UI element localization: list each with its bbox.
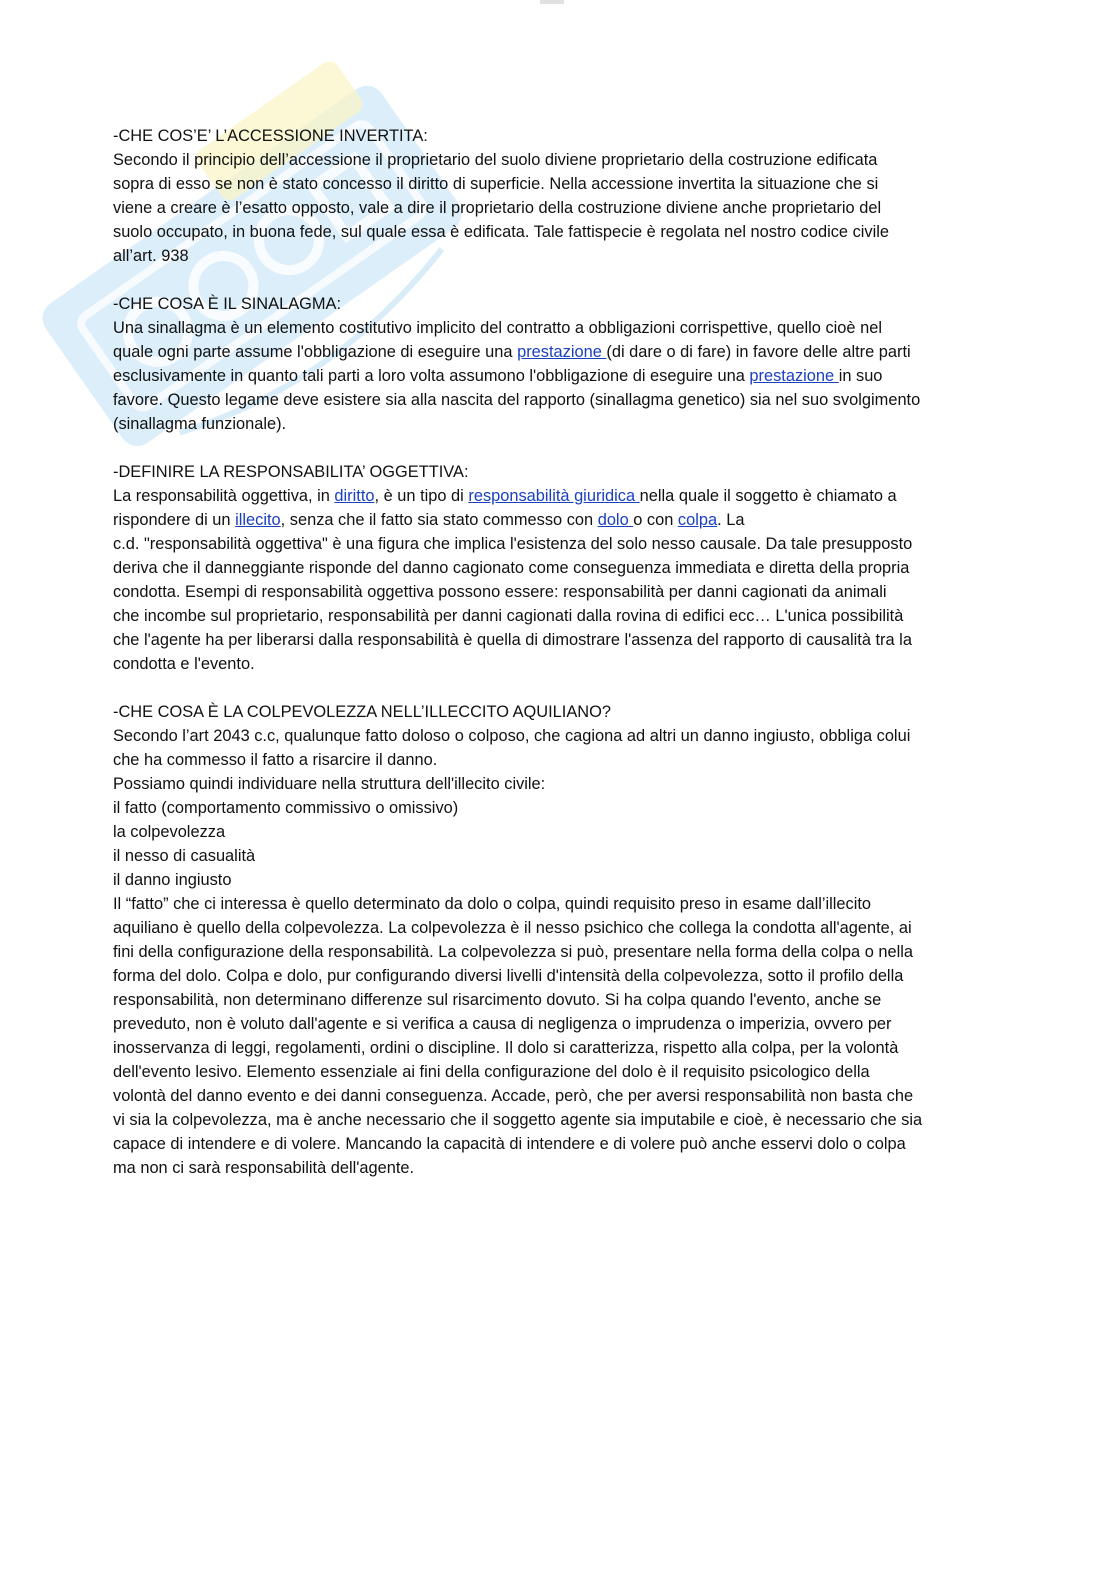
section-heading: -CHE COSA È LA COLPEVOLEZZA NELL’ILLECCITO AQUILIANO? [113, 703, 611, 721]
text-fragment: , senza che il fatto sia stato commesso con [280, 511, 598, 529]
section-accessione-invertita [113, 124, 1003, 268]
text-line: Secondo il principio dell’accessione il proprietario del suolo diviene proprietario della costruzione edificata [113, 151, 878, 169]
link-prestazione[interactable]: prestazione [749, 367, 839, 385]
document-body [113, 124, 1003, 1204]
text-line [113, 364, 1003, 388]
text-fragment: . La [717, 511, 745, 529]
text-line: che incombe sul proprietario, responsabilità per danni cagionati dalla rovina di edifici ecc… L'unica possibilità [113, 607, 904, 625]
text-line: condotta e l'evento. [113, 655, 255, 673]
list-item: la colpevolezza [113, 823, 226, 841]
text-line: volontà del danno evento e dei danni conseguenza. Accade, però, che per aversi responsabilità non basta che [113, 1087, 914, 1105]
text-line: deriva che il danneggiante risponde del danno cagionato come conseguenza immediata e diretta della propria [113, 559, 910, 577]
text-line: ma non ci sarà responsabilità dell'agente. [113, 1159, 415, 1177]
section-heading: -CHE COSA È IL SINALAGMA: [113, 295, 342, 313]
link-prestazione[interactable]: prestazione [517, 343, 607, 361]
text-fragment: nella quale il soggetto è chiamato a [639, 487, 897, 505]
text-line: che ha commesso il fatto a risarcire il danno. [113, 751, 438, 769]
text-line: fini della configurazione della responsabilità. La colpevolezza si può, presentare nella forma della colpa o nella [113, 943, 913, 961]
text-line: sopra di esso se non è stato concesso il diritto di superficie. Nella accessione invertita la situazione che si [113, 175, 879, 193]
text-line: Possiamo quindi individuare nella struttura dell'illecito civile: [113, 775, 546, 793]
list-item: il fatto (comportamento commissivo o omissivo) [113, 799, 459, 817]
text-fragment: , è un tipo di [374, 487, 469, 505]
text-line: suolo occupato, in buona fede, sul quale essa è edificata. Tale fattispecie è regolata nel nostro codice civile [113, 223, 890, 241]
text-line: Secondo l’art 2043 c.c, qualunque fatto doloso o colposo, che cagiona ad altri un danno ingiusto, obbliga colui [113, 727, 911, 745]
text-fragment: quale ogni parte assume l'obbligazione di eseguire una [113, 343, 518, 361]
text-fragment: (di dare o di fare) in favore delle altre parti [606, 343, 911, 361]
text-line: dell'evento lesivo. Elemento essenziale ai fini della configurazione del dolo è il requisito psicologico della [113, 1063, 870, 1081]
text-line: favore. Questo legame deve esistere sia alla nascita del rapporto (sinallagma genetico) sia nel suo svolgimento [113, 391, 921, 409]
text-fragment: in suo [838, 367, 883, 385]
section-sinalagma [113, 292, 1003, 436]
text-line: all’art. 938 [113, 247, 189, 265]
text-fragment: La responsabilità oggettiva, in [113, 487, 335, 505]
link-diritto[interactable]: diritto [334, 487, 375, 505]
text-line: preveduto, non è voluto dall'agente e si verifica a causa di negligenza o imprudenza o imperizia, ovvero per [113, 1015, 892, 1033]
section-responsabilita-oggettiva [113, 460, 1003, 676]
section-heading: -CHE COS’E’ L’ACCESSIONE INVERTITA: [113, 127, 428, 145]
text-fragment: o con [633, 511, 678, 529]
text-line: vi sia la colpevolezza, ma è anche necessario che il soggetto agente sia imputabile e cioè, è necessario che sia [113, 1111, 923, 1129]
text-line: viene a creare è l’esatto opposto, vale a dire il proprietario della costruzione diviene anche proprietario del [113, 199, 882, 217]
link-dolo[interactable]: dolo [597, 511, 634, 529]
text-fragment: esclusivamente in quanto tali parti a loro volta assumono l'obbligazione di eseguire una [113, 367, 750, 385]
link-illecito[interactable]: illecito [235, 511, 281, 529]
text-line: forma del dolo. Colpa e dolo, pur configurando diversi livelli d'intensità della colpevolezza, sotto il profilo della [113, 967, 904, 985]
text-line: capace di intendere e di volere. Mancando la capacità di intendere e di volere può anche esservi dolo o colpa [113, 1135, 906, 1153]
text-line: Il “fatto” che ci interessa è quello determinato da dolo o colpa, quindi requisito preso in esame dall’illecito [113, 895, 872, 913]
link-responsabilita-giuridica[interactable]: responsabilità giuridica [468, 487, 640, 505]
text-line: c.d. "responsabilità oggettiva" è una figura che implica l'esistenza del solo nesso causale. Da tale presupposto [113, 535, 913, 553]
text-line: che l'agente ha per liberarsi dalla responsabilità è quella di dimostrare l'assenza del rapporto di causalità tra la [113, 631, 912, 649]
section-heading: -DEFINIRE LA RESPONSABILITA’ OGGETTIVA: [113, 463, 469, 481]
page-top-mark [540, 0, 564, 4]
text-fragment: rispondere di un [113, 511, 236, 529]
section-colpevolezza [113, 700, 1003, 1180]
link-colpa[interactable]: colpa [677, 511, 718, 529]
list-item: il nesso di casualità [113, 847, 256, 865]
text-line: condotta. Esempi di responsabilità oggettiva possono essere: responsabilità per danni cagionati da animali [113, 583, 887, 601]
text-line: responsabilità, non determinano differenze sul risarcimento dovuto. Si ha colpa quando l'evento, anche se [113, 991, 882, 1009]
text-line: (sinallagma funzionale). [113, 415, 287, 433]
text-line [113, 484, 1003, 508]
text-line [113, 340, 1003, 364]
text-line [113, 508, 1003, 532]
list-item: il danno ingiusto [113, 871, 232, 889]
text-line: inosservanza di leggi, regolamenti, ordini o discipline. Il dolo si caratterizza, rispetto alla colpa, per la volontà [113, 1039, 899, 1057]
text-line: Una sinallagma è un elemento costitutivo implicito del contratto a obbligazioni corrispettive, quello cioè nel [113, 319, 882, 337]
text-line: aquiliano è quello della colpevolezza. La colpevolezza è il nesso psichico che collega la condotta all'agente, ai [113, 919, 912, 937]
